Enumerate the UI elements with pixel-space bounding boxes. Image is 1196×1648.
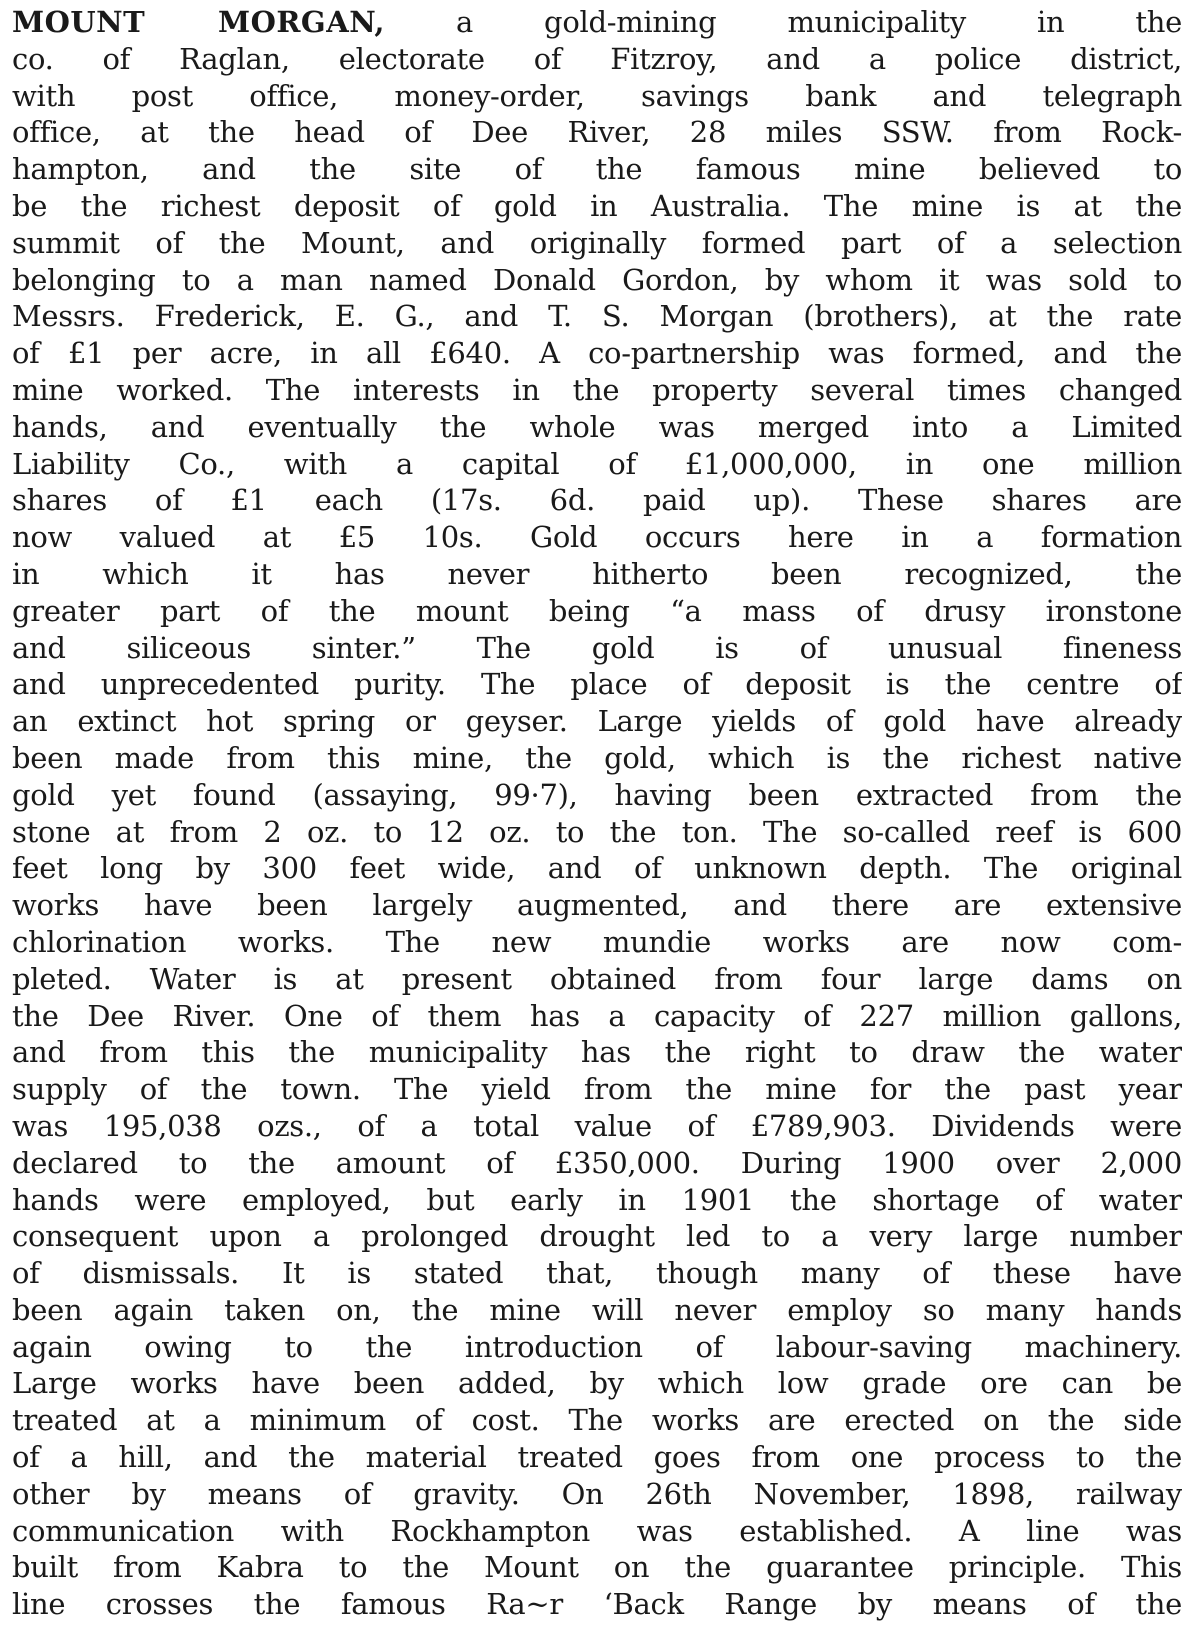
article-line: of £1 per acre, in all £640. A co-partnership was formed, and the xyxy=(12,336,1182,371)
article-line: hands, and eventually the whole was merged into a Limited xyxy=(12,409,1182,444)
article-line: mine worked. The interests in the property several times changed xyxy=(12,372,1182,407)
article-line: belonging to a man named Donald Gordon, by whom it was sold to xyxy=(12,262,1182,297)
article-line: works have been largely augmented, and there are extensive xyxy=(12,888,1182,923)
article-line: line crosses the famous Ra~r ‘Back Range by means of the xyxy=(12,1587,1182,1622)
article-line: of a hill, and the material treated goes from one process to the xyxy=(12,1440,1182,1475)
article-line: be the richest deposit of gold in Australia. The mine is at the xyxy=(12,188,1182,223)
article-line: again owing to the introduction of labour-saving machinery. xyxy=(12,1329,1182,1364)
article-line: and unprecedented purity. The place of deposit is the centre of xyxy=(12,667,1182,702)
entry-headword: MOUNT MORGAN, xyxy=(12,5,385,39)
article-line: Messrs. Frederick, E. G., and T. S. Morgan (brothers), at the rate xyxy=(12,299,1182,334)
article-line: gold yet found (assaying, 99·7), having been extracted from the xyxy=(12,777,1182,812)
article-line: declared to the amount of £350,000. During 1900 over 2,000 xyxy=(12,1145,1182,1180)
article-line: greater part of the mount being “a mass of drusy ironstone xyxy=(12,593,1182,628)
article-line: been again taken on, the mine will never employ so many hands xyxy=(12,1292,1182,1327)
article-line: an extinct hot spring or geyser. Large yields of gold have already xyxy=(12,704,1182,739)
article-line: been made from this mine, the gold, which is the richest native xyxy=(12,740,1182,775)
article-line: of dismissals. It is stated that, though many of these have xyxy=(12,1256,1182,1291)
article-line: Liability Co., with a capital of £1,000,000, in one million xyxy=(12,446,1182,481)
article-line: shares of £1 each (17s. 6d. paid up). These shares are xyxy=(12,483,1182,518)
article-line: consequent upon a prolonged drought led to a very large number xyxy=(12,1219,1182,1254)
article-line: and siliceous sinter.” The gold is of unusual fineness xyxy=(12,630,1182,665)
article-line: supply of the town. The yield from the mine for the past year xyxy=(12,1072,1182,1107)
article-line: was 195,038 ozs., of a total value of £789,903. Dividends were xyxy=(12,1108,1182,1143)
article-line: with post office, money-order, savings bank and telegraph xyxy=(12,78,1182,113)
article-line: Large works have been added, by which low grade ore can be xyxy=(12,1366,1182,1401)
article-line: other by means of gravity. On 26th November, 1898, railway xyxy=(12,1476,1182,1511)
article-line: the Dee River. One of them has a capacity of 227 million gallons, xyxy=(12,998,1182,1033)
article-line: feet long by 300 feet wide, and of unknown depth. The original xyxy=(12,851,1182,886)
article-line: communication with Rockhampton was established. A line was xyxy=(12,1513,1182,1548)
article-line: pleted. Water is at present obtained from four large dams on xyxy=(12,961,1182,996)
entry-first-line-text: a gold-mining municipality in the xyxy=(456,5,1182,39)
article-line: hampton, and the site of the famous mine believed to xyxy=(12,152,1182,187)
article-line: hands were employed, but early in 1901 the shortage of water xyxy=(12,1182,1182,1217)
article-line xyxy=(12,4,1182,41)
article-line: and from this the municipality has the right to draw the water xyxy=(12,1035,1182,1070)
article-line: chlorination works. The new mundie works are now com- xyxy=(12,924,1182,959)
article-line: office, at the head of Dee River, 28 miles SSW. from Rock- xyxy=(12,115,1182,150)
article-line: now valued at £5 10s. Gold occurs here in a formation xyxy=(12,520,1182,555)
article-line: treated at a minimum of cost. The works are erected on the side xyxy=(12,1403,1182,1438)
article-line: stone at from 2 oz. to 12 oz. to the ton. The so-called reef is 600 xyxy=(12,814,1182,849)
article-line: in which it has never hitherto been recognized, the xyxy=(12,556,1182,591)
article-line: built from Kabra to the Mount on the guarantee principle. This xyxy=(12,1550,1182,1585)
gazetteer-entry xyxy=(12,4,1182,1623)
article-line: co. of Raglan, electorate of Fitzroy, and a police district, xyxy=(12,41,1182,76)
article-line: summit of the Mount, and originally formed part of a selection xyxy=(12,225,1182,260)
